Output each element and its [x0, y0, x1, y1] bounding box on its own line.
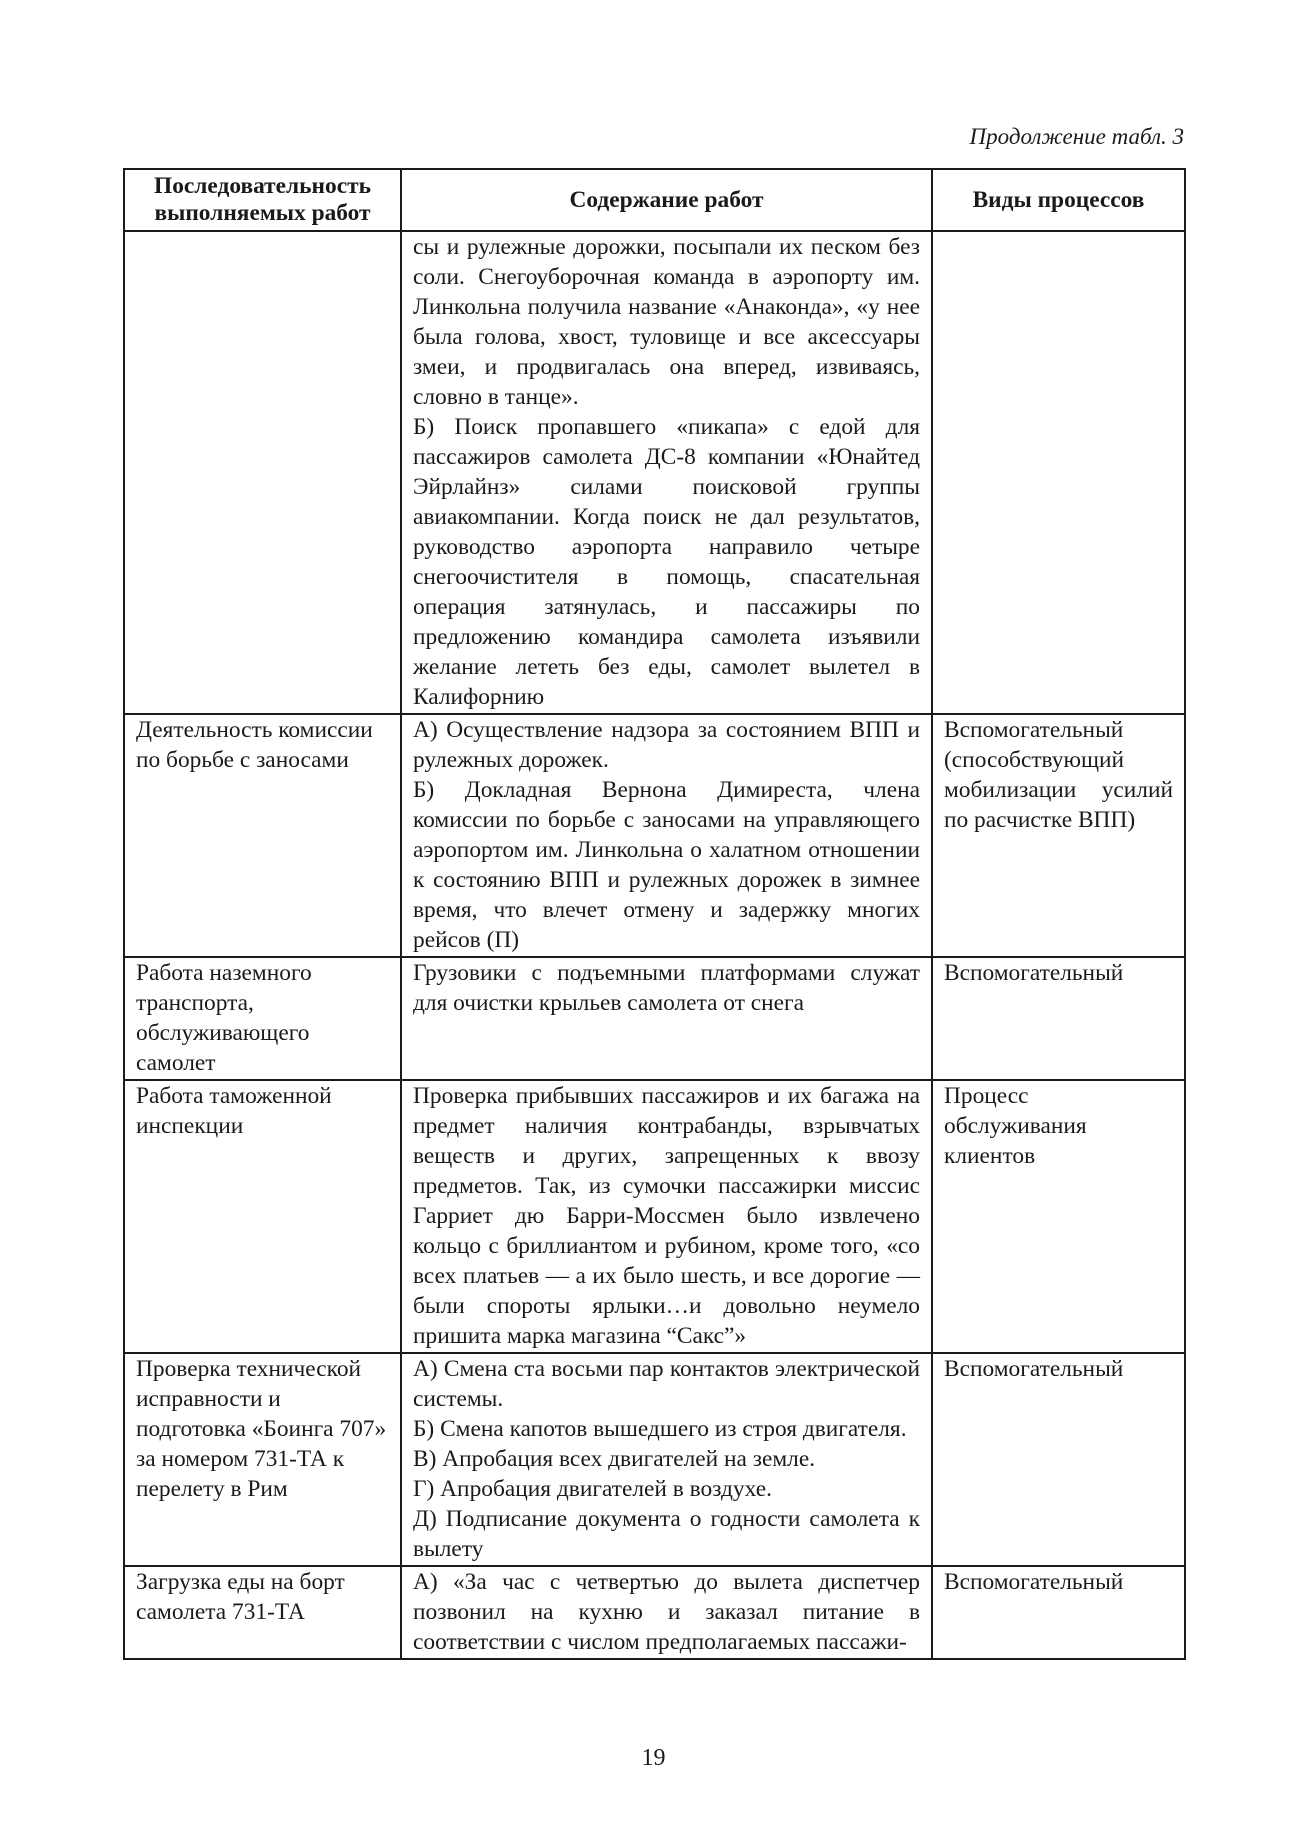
content-paragraph: А) Смена ста восьми пар контактов электрической системы.	[413, 1356, 920, 1412]
table-row	[124, 957, 1185, 1080]
content-paragraph: сы и рулежные дорожки, посыпали их песком без соли. Снегоуборочная команда в аэропорту им. Линкольна получила название «Анаконда», «у нее была голова, хвост, туловище и все аксессуары змеи, и продвигалась она вперед, извиваясь, словно в танце».	[413, 234, 920, 410]
row-content	[401, 1353, 932, 1566]
table-header-row	[124, 169, 1185, 231]
row-process: Вспомогательный	[932, 1566, 1185, 1659]
row-process	[932, 231, 1185, 714]
header-content: Содержание работ	[401, 169, 932, 231]
content-paragraph: Грузовики с подъемными платформами служат для очистки крыльев самолета от снега	[413, 960, 920, 1016]
table-row	[124, 231, 1185, 714]
row-process: Вспомогательный (способствующий мобилизации усилий по расчистке ВПП)	[932, 714, 1185, 957]
page-number: 19	[641, 1745, 666, 1771]
row-process: Вспомогательный	[932, 1353, 1185, 1566]
table-row	[124, 1353, 1185, 1566]
header-process: Виды процессов	[932, 169, 1185, 231]
row-content	[401, 714, 932, 957]
row-stage: Работа таможенной инспекции	[124, 1080, 401, 1353]
header-stage: Последовательность выполняемых работ	[124, 169, 401, 231]
content-paragraph: Б) Докладная Вернона Димиреста, члена комиссии по борьбе с заносами на управляющего аэропортом им. Линкольна о халатном отношении к состоянию ВПП и рулежных дорожек в зимнее время, что влечет отмену и задержку многих рейсов (П)	[413, 777, 920, 953]
content-paragraph: В) Апробация всех двигателей на земле.	[413, 1446, 816, 1472]
content-paragraph: А) «За час с четвертью до вылета диспетчер позвонил на кухню и заказал питание в соответствии с числом предполагаемых пассажи-	[413, 1569, 920, 1655]
content-paragraph: Д) Подписание документа о годности самолета к вылету	[413, 1506, 920, 1562]
row-stage: Загрузка еды на борт самолета 731-ТА	[124, 1566, 401, 1659]
row-stage: Работа наземного транспорта, обслуживающего самолет	[124, 957, 401, 1080]
table-row	[124, 1566, 1185, 1659]
row-stage: Деятельность комиссии по борьбе с заносами	[124, 714, 401, 957]
row-content	[401, 1080, 932, 1353]
row-process: Вспомогательный	[932, 957, 1185, 1080]
table-row	[124, 1080, 1185, 1353]
content-paragraph: А) Осуществление надзора за состоянием ВПП и рулежных дорожек.	[413, 717, 920, 773]
content-paragraph: Г) Апробация двигателей в воздухе.	[413, 1476, 772, 1502]
row-stage	[124, 231, 401, 714]
row-process: Процесс обслуживания клиентов	[932, 1080, 1185, 1353]
row-content	[401, 1566, 932, 1659]
content-paragraph: Б) Поиск пропавшего «пикапа» с едой для пассажиров самолета ДС-8 компании «Юнайтед Эйрлайнз» силами поисковой группы авиакомпании. Когда поиск не дал результатов, руководство аэропорта направило четыре снегоочистителя в помощь, спасательная операция затянулась, и пассажиры по предложению командира самолета изъявили желание лететь без еды, самолет вылетел в Калифорнию	[413, 414, 920, 710]
row-stage: Проверка технической исправности и подготовка «Боинга 707» за номером 731-ТА к перелету в Рим	[124, 1353, 401, 1566]
row-content	[401, 231, 932, 714]
row-content	[401, 957, 932, 1080]
table-row	[124, 714, 1185, 957]
table-caption: Продолжение табл. 3	[969, 124, 1184, 149]
content-paragraph: Б) Смена капотов вышедшего из строя двигателя.	[413, 1416, 907, 1442]
work-table	[123, 168, 1186, 1660]
content-paragraph: Проверка прибывших пассажиров и их багажа на предмет наличия контрабанды, взрывчатых веществ и других, запрещенных к ввозу предметов. Так, из сумочки пассажирки миссис Гарриет дю Барри-Моссмен было извлечено кольцо с бриллиантом и рубином, кроме того, «со всех платьев — а их было шесть, и все дорогие — были спороты ярлыки…и довольно неумело пришита марка магазина “Сакс”»	[413, 1083, 920, 1349]
